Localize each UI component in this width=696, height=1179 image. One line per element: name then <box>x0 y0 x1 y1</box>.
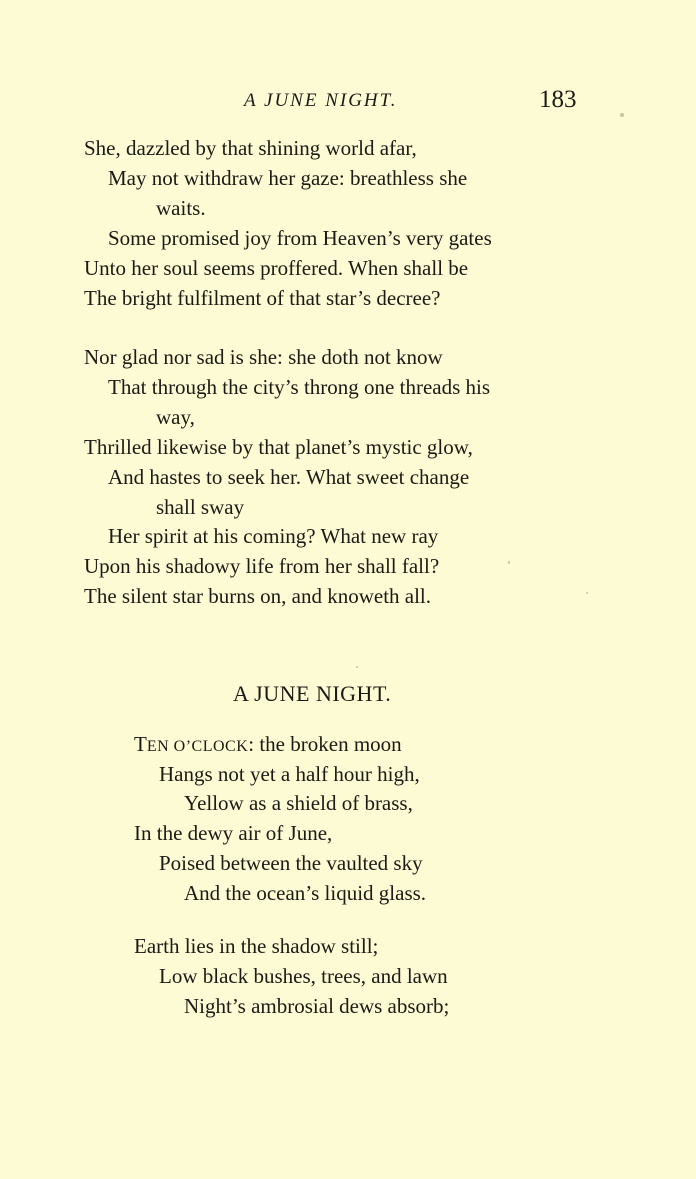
verse-line: Nor glad nor sad is she: she doth not know <box>84 345 443 369</box>
verse-line-first <box>134 732 402 759</box>
running-header <box>0 86 696 116</box>
paper-speck <box>586 592 588 594</box>
verse-line: Low black bushes, trees, and lawn <box>159 964 448 988</box>
verse-line: Earth lies in the shadow still; <box>134 934 379 958</box>
paper-speck <box>356 666 358 668</box>
verse-line: And hastes to seek her. What sweet change <box>108 465 470 489</box>
verse-line: Some promised joy from Heaven’s very gates <box>108 226 492 250</box>
verse-line: Poised between the vaulted sky <box>159 851 423 875</box>
page-number: 183 <box>539 86 577 113</box>
verse-line: Unto her soul seems proffered. When shall be <box>84 256 469 280</box>
verse-line: Yellow as a shield of brass, <box>184 791 413 815</box>
running-title: A JUNE NIGHT. <box>244 90 398 111</box>
verse-line: May not withdraw her gaze: breathless she <box>108 166 468 190</box>
paper-speck <box>620 113 624 117</box>
verse-line: And the ocean’s liquid glass. <box>184 881 427 905</box>
verse-line: way, <box>156 405 195 429</box>
verse-line: That through the city’s throng one threads his <box>108 375 491 399</box>
verse-line: Thrilled likewise by that planet’s mystic glow, <box>84 435 473 459</box>
verse-line: shall sway <box>156 495 245 519</box>
first-line-rest: : the broken moon <box>248 732 402 756</box>
verse-line: Hangs not yet a half hour high, <box>159 762 420 786</box>
verse-line: Upon his shadowy life from her shall fall? <box>84 554 440 578</box>
verse-line: Her spirit at his coming? What new ray <box>108 524 439 548</box>
verse-line: In the dewy air of June, <box>134 821 333 845</box>
poem-title: A JUNE NIGHT. <box>233 681 392 706</box>
verse-line: Night’s ambrosial dews absorb; <box>184 994 450 1018</box>
verse-line: The bright fulfilment of that star’s decree? <box>84 286 441 310</box>
initial-letter: T <box>134 732 147 756</box>
small-caps-opening: EN O’CLOCK <box>146 738 249 755</box>
verse-line: The silent star burns on, and knoweth all. <box>84 584 432 608</box>
verse-line: She, dazzled by that shining world afar, <box>84 136 417 160</box>
verse-line: waits. <box>156 196 206 220</box>
paper-speck <box>508 561 510 564</box>
